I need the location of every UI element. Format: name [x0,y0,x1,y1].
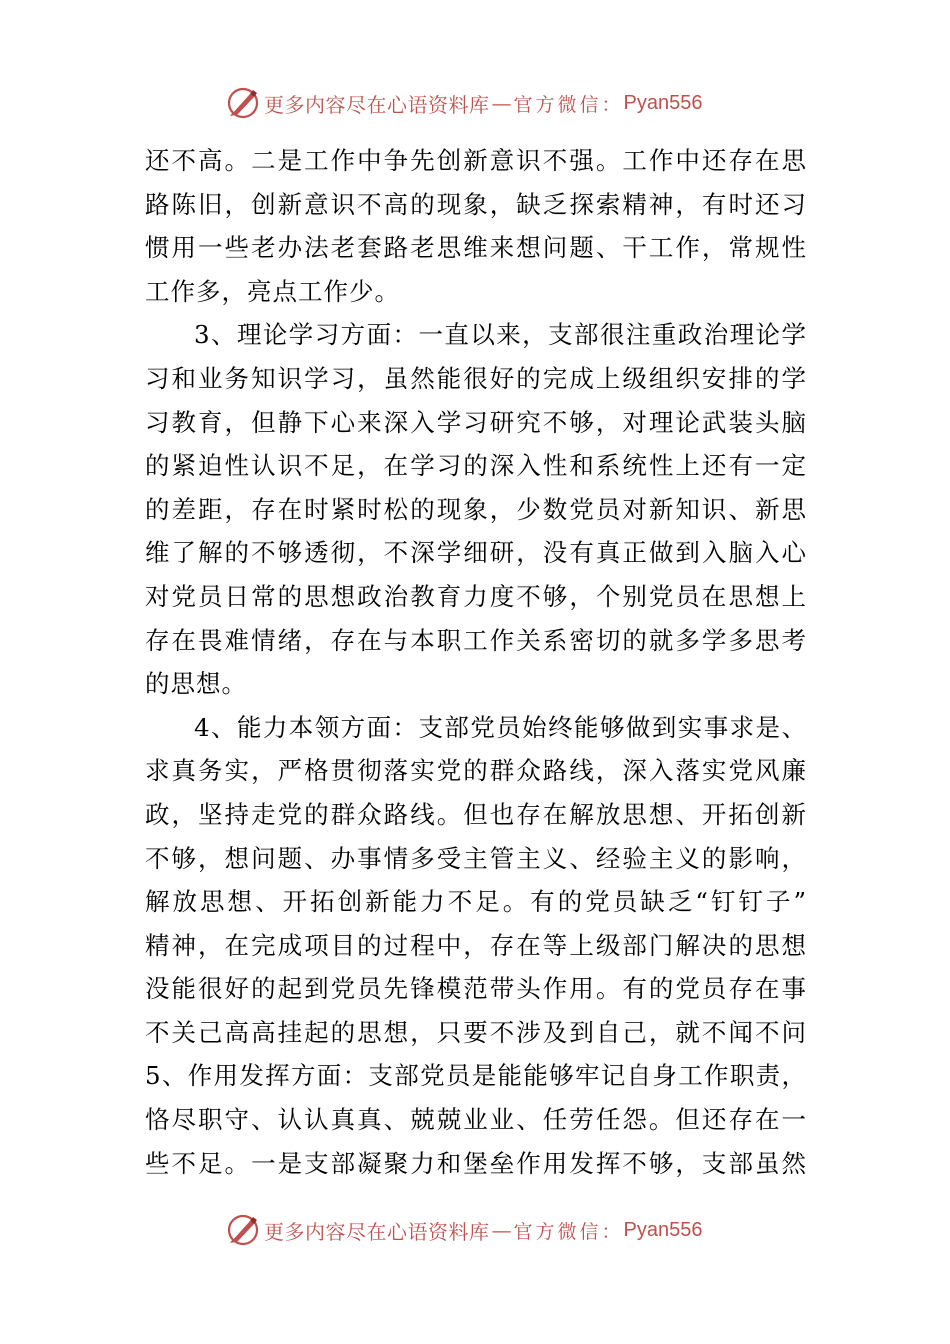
text-line: 没能很好的起到党员先锋模范带头作用。有的党员存在事 [145,974,807,1004]
text-line: 解放思想、开拓创新能力不足。有的党员缺乏“钉钉子” [145,887,807,917]
text-line: 的紧迫性认识不足，在学习的深入性和系统性上还有一定 [145,451,807,481]
text-line: 恪尽职守、认认真真、兢兢业业、任劳任怨。但还存在一 [145,1105,807,1135]
text-line: 3、理论学习方面：一直以来，支部很注重政治理论学 [194,320,807,350]
text-line: 的思想。 [145,669,247,699]
watermark-text: 更多内容尽在心语资料库 [264,92,490,117]
text-line: 工作多，亮点工作少。 [145,276,400,306]
text-line: 5、作用发挥方面：支部党员是能能够牢记自身工作职责， [145,1061,807,1091]
pen-circle-logo-icon [226,1213,260,1247]
header-watermark [226,86,702,120]
watermark-separator: — [491,91,512,115]
pen-circle-logo-icon [226,86,260,120]
text-line: 存在畏难情绪，存在与本职工作关系密切的就多学多思考 [145,625,807,655]
text-line: 的差距，存在时紧时松的现象，少数党员对新知识、新思 [145,494,807,524]
text-line: 习教育，但静下心来深入学习研究不够，对理论武装头脑 [145,407,807,437]
watermark-separator: — [491,1218,512,1242]
watermark-id: Pyan556 [623,1218,703,1241]
text-line: 对党员日常的思想政治教育力度不够，个别党员在思想上 [145,581,807,611]
text-line: 路陈旧，创新意识不高的现象，缺乏探索精神，有时还习 [145,189,807,219]
text-line: 些不足。一是支部凝聚力和堡垒作用发挥不够，支部虽然 [145,1148,807,1178]
text-line: 精神，在完成项目的过程中，存在等上级部门解决的思想 [145,930,807,960]
text-line: 求真务实，严格贯彻落实党的群众路线，深入落实党风廉 [145,756,807,786]
text-line: 习和业务知识学习，虽然能很好的完成上级组织安排的学 [145,363,807,393]
text-line: 不够，想问题、办事情多受主管主义、经验主义的影响， [145,843,807,873]
document-body [145,139,807,1185]
text-line: 惯用一些老办法老套路老思维来想问题、干工作，常规性 [145,233,807,263]
watermark-label: 官方微信： [513,93,624,116]
footer-watermark [226,1213,702,1247]
watermark-label: 官方微信： [513,1220,624,1243]
text-line: 政，坚持走党的群众路线。但也存在解放思想、开拓创新 [145,799,807,829]
text-line: 不关己高高挂起的思想，只要不涉及到自己，就不闻不问 [145,1017,807,1047]
text-line: 4、能力本领方面：支部党员始终能够做到实事求是、 [194,712,807,742]
watermark-id: Pyan556 [623,91,703,114]
text-line: 还不高。二是工作中争先创新意识不强。工作中还存在思 [145,146,807,175]
watermark-text: 更多内容尽在心语资料库 [264,1219,490,1244]
text-line: 维了解的不够透彻，不深学细研，没有真正做到入脑入心 [145,538,807,568]
